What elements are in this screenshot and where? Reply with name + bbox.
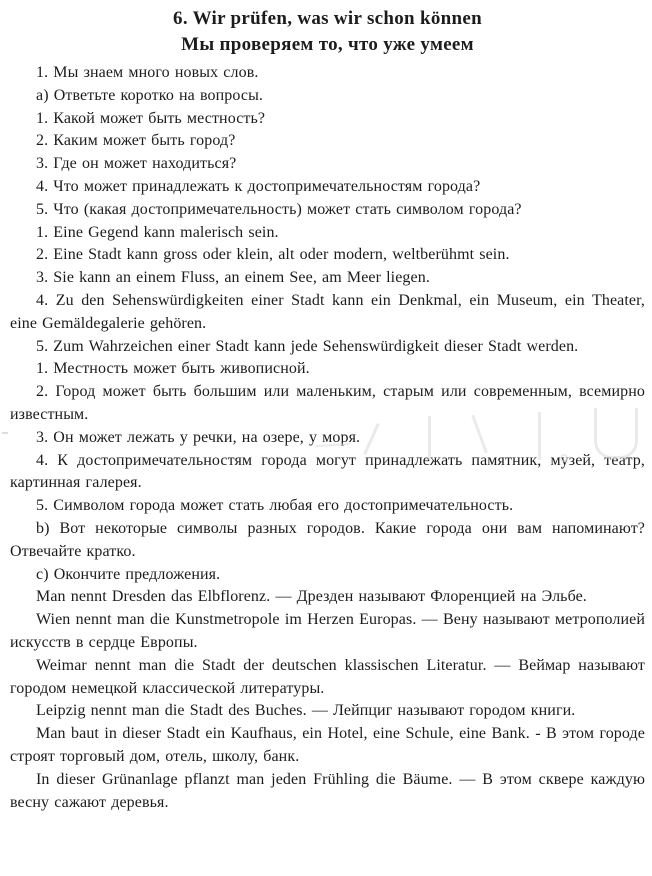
paragraph: a) Ответьте коротко на вопросы. (36, 86, 264, 104)
paragraph: 2. Eine Stadt kann gross oder klein, alt oder modern, weltberühmt sein. (36, 246, 510, 264)
paragraph: 4. К достопримечательностям города могут принадлежать памятник, музей, театр, картинная галерея. (10, 451, 645, 492)
paragraph: 5. Zum Wahrzeichen einer Stadt kann jede Sehenswürdigkeit dieser Stadt werden. (36, 337, 579, 355)
paragraph: In dieser Grünanlage pflanzt man jeden Frühling die Bäume. — В этом сквере каждую весну сажают деревья. (10, 770, 645, 811)
paragraph: 2. Каким может быть город? (36, 132, 236, 150)
paragraph: 1. Какой может быть местность? (36, 109, 266, 127)
paragraph: 1. Местность может быть живописной. (36, 360, 310, 378)
paragraph: 2. Город может быть большим или маленьким, старым или современным, всемирно известным. (10, 383, 645, 423)
paragraph: b) Вот некоторые символы разных городов. Какие города они вам напоминают? Отвечайте кратко. (10, 519, 645, 560)
paragraph: Man baut in dieser Stadt ein Kaufhaus, ein Hotel, eine Schule, eine Bank. - В этом городе строят торговый дом, отель, школу, банк. (10, 725, 645, 765)
paragraph: 3. Где он может находиться? (36, 155, 237, 173)
paragraph: 1. Мы знаем много новых слов. (36, 64, 259, 81)
paragraph: 4. Zu den Sehenswürdigkeiten einer Stadt kann ein Denkmal, ein Museum, ein Theater, eine Gemäldegalerie gehören. (10, 291, 645, 332)
page-title-german: 6. Wir prüfen, was wir schon können (173, 8, 482, 29)
paragraph: Weimar nennt man die Stadt der deutschen klassischen Literatur. — Веймар называют городом немецкой классической литературы. (10, 656, 645, 697)
paragraph: 3. Sie kann an einem Fluss, an einem See, am Meer liegen. (36, 269, 430, 287)
paragraph: c) Окончите предложения. (36, 565, 221, 583)
page-title-russian: Мы проверяем то, что уже умеем (181, 34, 474, 55)
paragraph: 5. Что (какая достопримечательность) может стать символом города? (36, 200, 522, 218)
content (10, 62, 645, 814)
paragraph: 3. Он может лежать у речки, на озере, у моря. (36, 428, 361, 446)
paragraph: Man nennt Dresden das Elbflorenz. — Дрезден называют Флоренцией на Эльбе. (36, 588, 587, 606)
paragraph: Wien nennt man die Kunstmetropole im Herzen Europas. — Вену называют метрополией искусств в сердце Европы. (10, 611, 645, 651)
paragraph: 1. Eine Gegend kann malerisch sein. (36, 223, 279, 241)
paragraph: Leipzig nennt man die Stadt des Buches. — Лейпциг называют городом книги. (36, 702, 576, 720)
paragraph: 4. Что может принадлежать к достопримечательностям города? (36, 177, 481, 195)
paragraph: 5. Символом города может стать любая его достопримечательность. (36, 497, 514, 515)
scan-margin-artifact (2, 432, 8, 434)
